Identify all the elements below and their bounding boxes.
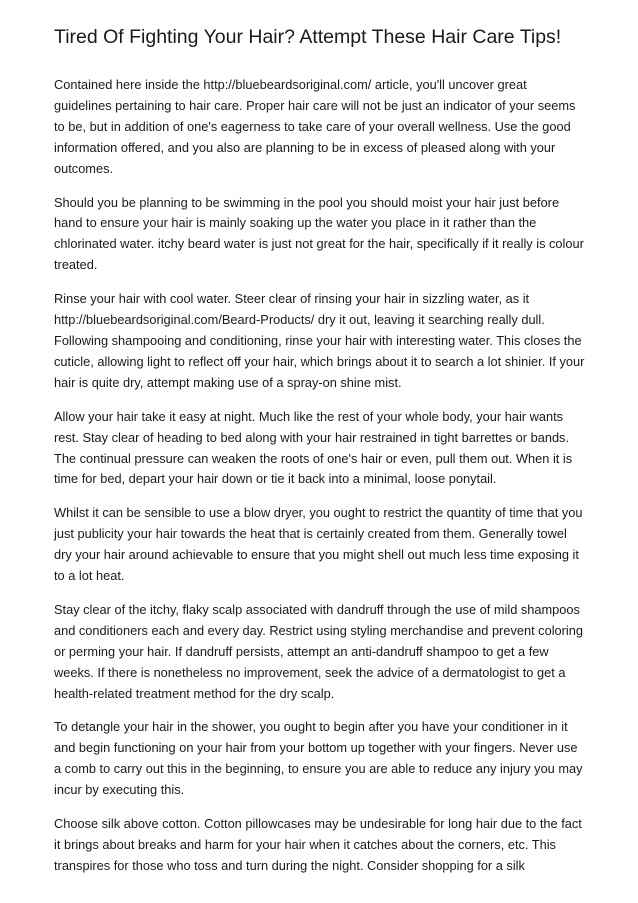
- paragraph-intro: Contained here inside the http://bluebeardsoriginal.com/ article, you'll uncover great guidelines pertaining to hair care. Proper hair care will not be just an indicator of your seems to be, but in addition of one's eagerness to take care of your overall wellness. Use the good information offered, and you also are planning to be in excess of pleased along with your outcomes.: [54, 77, 576, 176]
- paragraph-blow-dryer: Whilst it can be sensible to use a blow dryer, you ought to restrict the quantity of time that you just publicity your hair towards the heat that is certainly created from them. Generally towel dry your hair around achievable to ensure that you might shell out much less time exposing it to a lot heat.: [54, 505, 583, 584]
- paragraph-swimming: Should you be planning to be swimming in the pool you should moist your hair just before hand to ensure your hair is mainly soaking up the water you place in it rather than the chlorinated water. itchy beard water is just not great for the hair, specifically if it really is colour treated.: [54, 194, 584, 273]
- paragraph-night-rest: Allow your hair take it easy at night. Much like the rest of your whole body, your hair wants rest. Stay clear of heading to bed along with your hair restrained in tight barrettes or bands. The continual pressure can weaken the roots of one's hair or even, pull them out. When it is time for bed, depart your hair down or tie it back into a minimal, loose ponytail.: [54, 408, 573, 487]
- paragraph-silk: Choose silk above cotton. Cotton pillowcases may be undesirable for long hair due to the fact it brings about breaks and harm for your hair when it catches about the corners, etc. This transpires for those who toss and turn during the night. Consider shopping for a silk: [54, 816, 582, 873]
- page-title: Tired Of Fighting Your Hair? Attempt These Hair Care Tips!: [54, 26, 562, 48]
- paragraph-detangle: To detangle your hair in the shower, you ought to begin after you have your conditioner in it and begin functioning on your hair from your bottom up together with your fingers. Never use a comb to carry out this in the beginning, to ensure you are able to reduce any injury you may incur by executing this.: [54, 719, 583, 798]
- paragraph-dandruff: Stay clear of the itchy, flaky scalp associated with dandruff through the use of mild shampoos and conditioners each and every day. Restrict using styling merchandise and prevent coloring or perming your hair. If dandruff persists, attempt an anti-dandruff shampoo to get a few weeks. If there is nonetheless no improvement, seek the advice of a dermatologist to get a health-related treatment method for the dry scalp.: [54, 601, 583, 701]
- paragraph-rinse: Rinse your hair with cool water. Steer clear of rinsing your hair in sizzling water, as it http://bluebeardsoriginal.com/Beard-Products/ dry it out, leaving it searching really dull. Following shampooing and conditioning, rinse your hair with interesting water. This closes the cuticle, allowing light to reflect off your hair, which brings about it to search a lot shinier. If your hair is quite dry, attempt making use of a spray-on shine mist.: [54, 291, 585, 390]
